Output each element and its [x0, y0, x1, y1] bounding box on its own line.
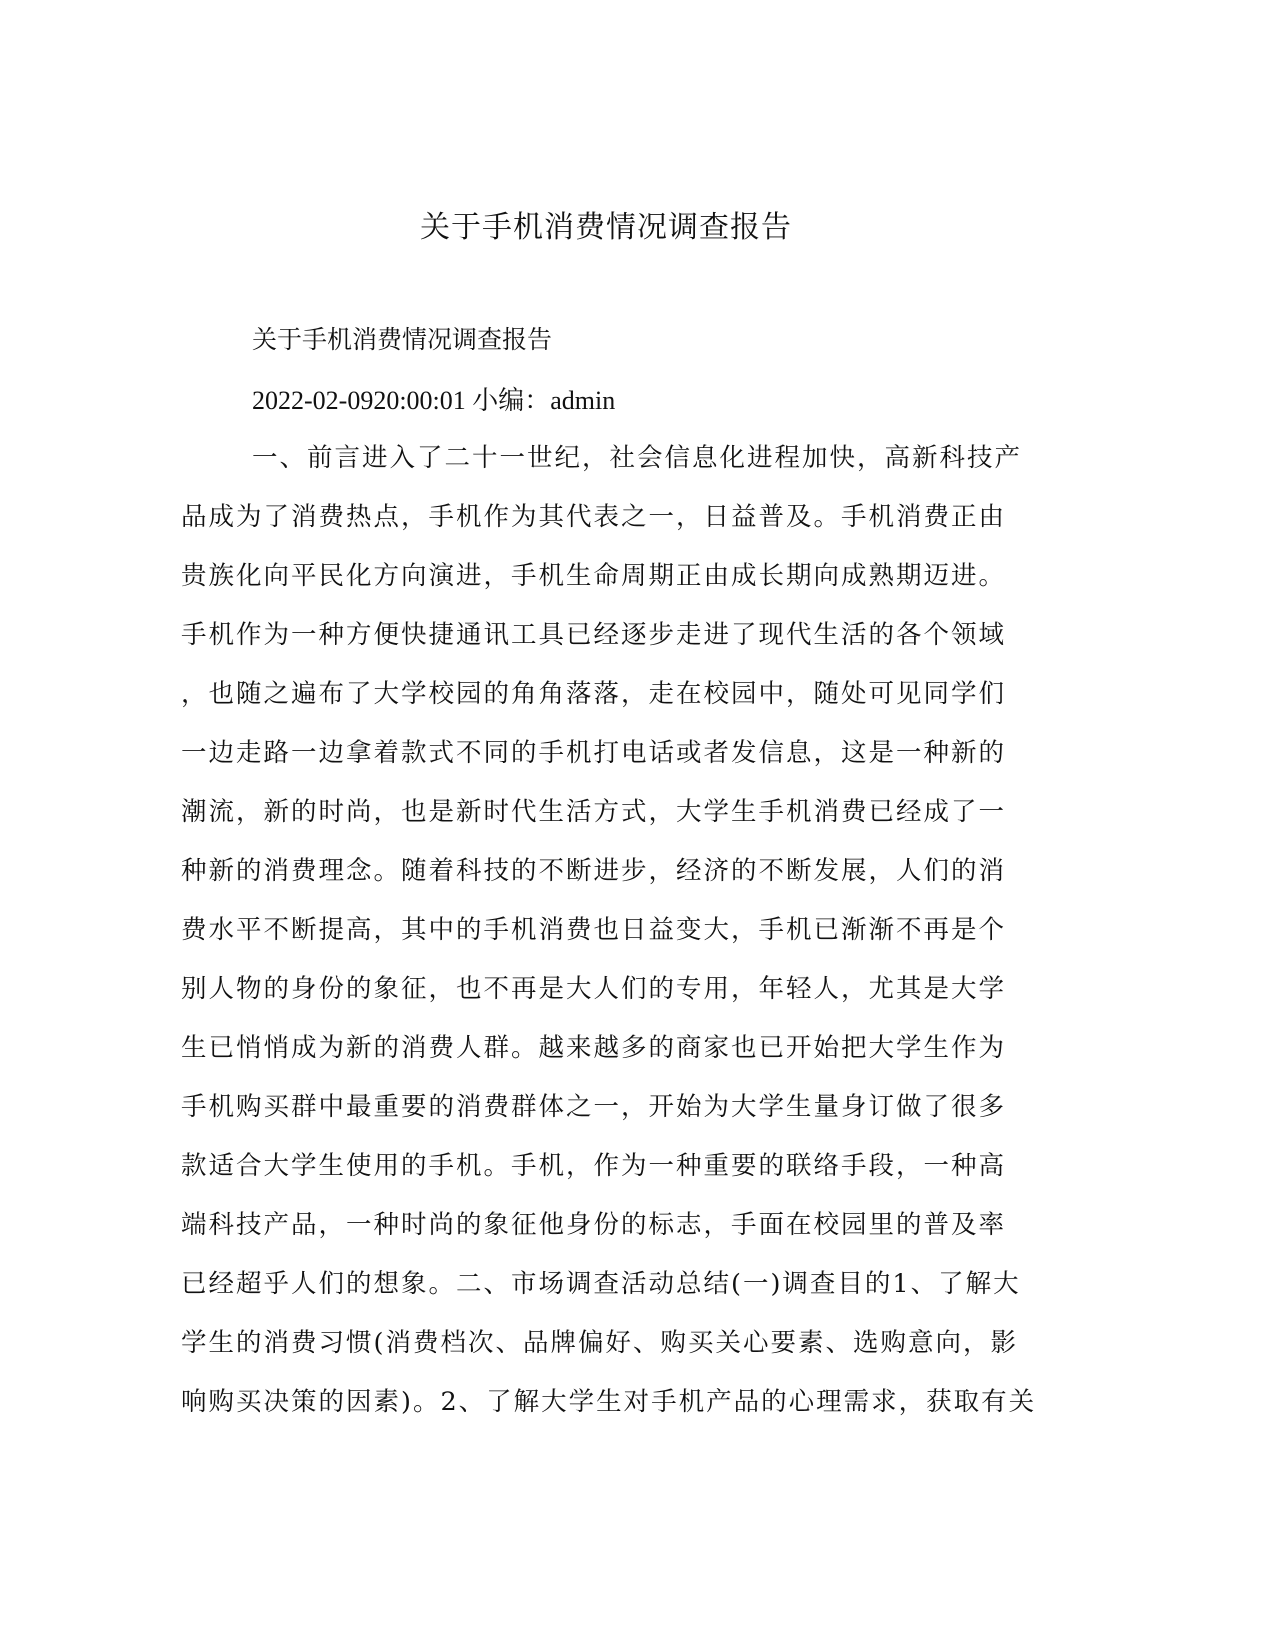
body-text-line: 贵族化向平民化方向演进，手机生命周期正由成长期向成熟期迈进。 [181, 561, 1007, 591]
body-text-line: 响购买决策的因素)。2、了解大学生对手机产品的心理需求，获取有关 [181, 1387, 1037, 1417]
body-text-line: 潮流，新的时尚，也是新时代生活方式，大学生手机消费已经成了一 [181, 797, 1007, 827]
body-text-line: 种新的消费理念。随着科技的不断进步，经济的不断发展，人们的消 [181, 856, 1007, 886]
body-text-line: 已经超乎人们的想象。二、市场调查活动总结(一)调查目的1、了解大 [181, 1269, 1021, 1299]
document-subtitle: 关于手机消费情况调查报告 [252, 325, 553, 354]
body-text-line: 别人物的身份的象征，也不再是大人们的专用，年轻人，尤其是大学 [181, 974, 1007, 1004]
body-text-line: 一边走路一边拿着款式不同的手机打电话或者发信息，这是一种新的 [181, 738, 1007, 768]
date-author-line: 2022-02-0920:00:01 小编：admin [252, 386, 616, 415]
body-text-line: 生已悄悄成为新的消费人群。越来越多的商家也已开始把大学生作为 [181, 1033, 1007, 1063]
document-title: 关于手机消费情况调查报告 [420, 210, 792, 245]
body-text-line: 款适合大学生使用的手机。手机，作为一种重要的联络手段，一种高 [181, 1151, 1007, 1181]
body-text-line: 手机作为一种方便快捷通讯工具已经逐步走进了现代生活的各个领域 [181, 620, 1007, 650]
body-text-line: 一、前言进入了二十一世纪，社会信息化进程加快，高新科技产 [252, 443, 1023, 473]
body-text-line: 费水平不断提高，其中的手机消费也日益变大，手机已渐渐不再是个 [181, 915, 1007, 945]
body-text-line: 品成为了消费热点，手机作为其代表之一，日益普及。手机消费正由 [181, 502, 1007, 532]
body-text-line: 端科技产品，一种时尚的象征他身份的标志，手面在校园里的普及率 [181, 1210, 1007, 1240]
body-text-line: ，也随之遍布了大学校园的角角落落，走在校园中，随处可见同学们 [181, 679, 1007, 709]
body-text-line: 手机购买群中最重要的消费群体之一，开始为大学生量身订做了很多 [181, 1092, 1007, 1122]
body-text-line: 学生的消费习惯(消费档次、品牌偏好、购买关心要素、选购意向，影 [181, 1328, 1018, 1358]
